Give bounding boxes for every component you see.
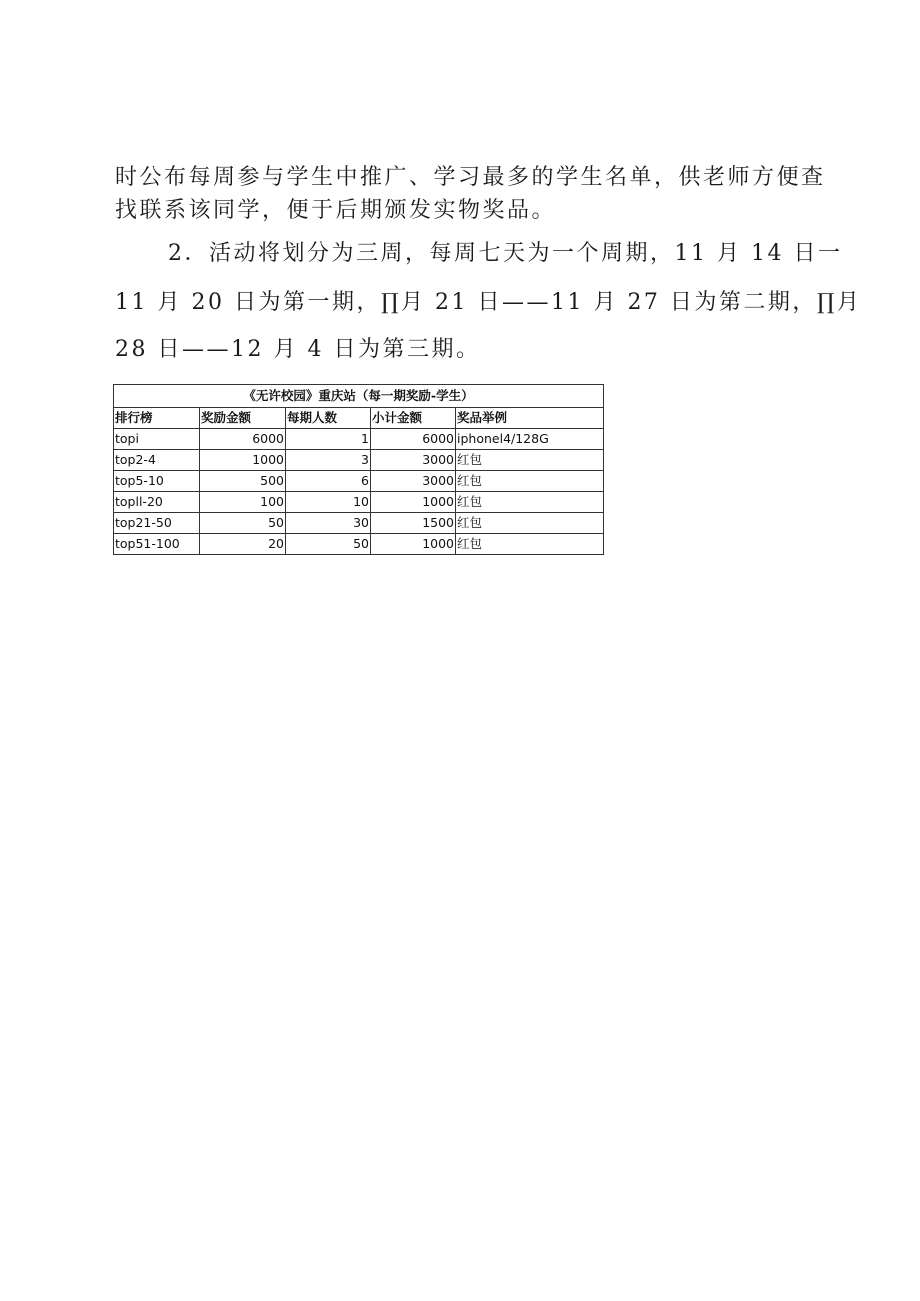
- paragraph-2-line-1: 2．活动将划分为三周，每周七天为一个周期，11 月 14 日一: [168, 241, 843, 266]
- cell-rank: top51-100: [114, 534, 200, 555]
- cell-subtotal: 3000: [371, 450, 456, 471]
- table-title: 《无许校园》重庆站（每一期奖励-学生）: [114, 385, 604, 408]
- table-row: [114, 513, 604, 534]
- cell-reward-amount: 20: [200, 534, 286, 555]
- cell-subtotal: 1000: [371, 534, 456, 555]
- header-people-per-period: 每期人数: [286, 408, 371, 429]
- header-subtotal: 小计金额: [371, 408, 456, 429]
- header-prize-example: 奖品举例: [456, 408, 604, 429]
- cell-rank: top2-4: [114, 450, 200, 471]
- paragraph-2-line-3: 28 日——12 月 4 日为第三期。: [115, 337, 481, 362]
- header-rank: 排行榜: [114, 408, 200, 429]
- cell-people-per-period: 50: [286, 534, 371, 555]
- table-row: [114, 492, 604, 513]
- cell-rank: topi: [114, 429, 200, 450]
- table-row: [114, 534, 604, 555]
- cell-people-per-period: 30: [286, 513, 371, 534]
- cell-subtotal: 1500: [371, 513, 456, 534]
- table-row: [114, 429, 604, 450]
- table-header-row: [114, 408, 604, 429]
- cell-reward-amount: 6000: [200, 429, 286, 450]
- cell-rank: top5-10: [114, 471, 200, 492]
- cell-people-per-period: 10: [286, 492, 371, 513]
- cell-prize-example: 红包: [456, 450, 604, 471]
- cell-prize-example: 红包: [456, 534, 604, 555]
- cell-subtotal: 3000: [371, 471, 456, 492]
- cell-reward-amount: 100: [200, 492, 286, 513]
- paragraph-1-line-2: 找联系该同学，便于后期颁发实物奖品。: [115, 198, 557, 223]
- paragraph-2-line-2: 11 月 20 日为第一期，∏月 21 日——11 月 27 日为第二期，∏月: [115, 290, 862, 315]
- cell-reward-amount: 1000: [200, 450, 286, 471]
- cell-people-per-period: 3: [286, 450, 371, 471]
- cell-prize-example: 红包: [456, 492, 604, 513]
- cell-prize-example: 红包: [456, 471, 604, 492]
- table-row: [114, 450, 604, 471]
- cell-prize-example: iphonel4/128G: [456, 429, 604, 450]
- paragraph-1-line-1: 时公布每周参与学生中推广、学习最多的学生名单，供老师方便查: [115, 165, 826, 190]
- cell-rank: top21-50: [114, 513, 200, 534]
- cell-prize-example: 红包: [456, 513, 604, 534]
- cell-reward-amount: 500: [200, 471, 286, 492]
- cell-people-per-period: 6: [286, 471, 371, 492]
- header-reward-amount: 奖励金额: [200, 408, 286, 429]
- cell-reward-amount: 50: [200, 513, 286, 534]
- cell-subtotal: 6000: [371, 429, 456, 450]
- cell-rank: topll-20: [114, 492, 200, 513]
- cell-people-per-period: 1: [286, 429, 371, 450]
- cell-subtotal: 1000: [371, 492, 456, 513]
- table-row: [114, 471, 604, 492]
- reward-table: [113, 384, 604, 555]
